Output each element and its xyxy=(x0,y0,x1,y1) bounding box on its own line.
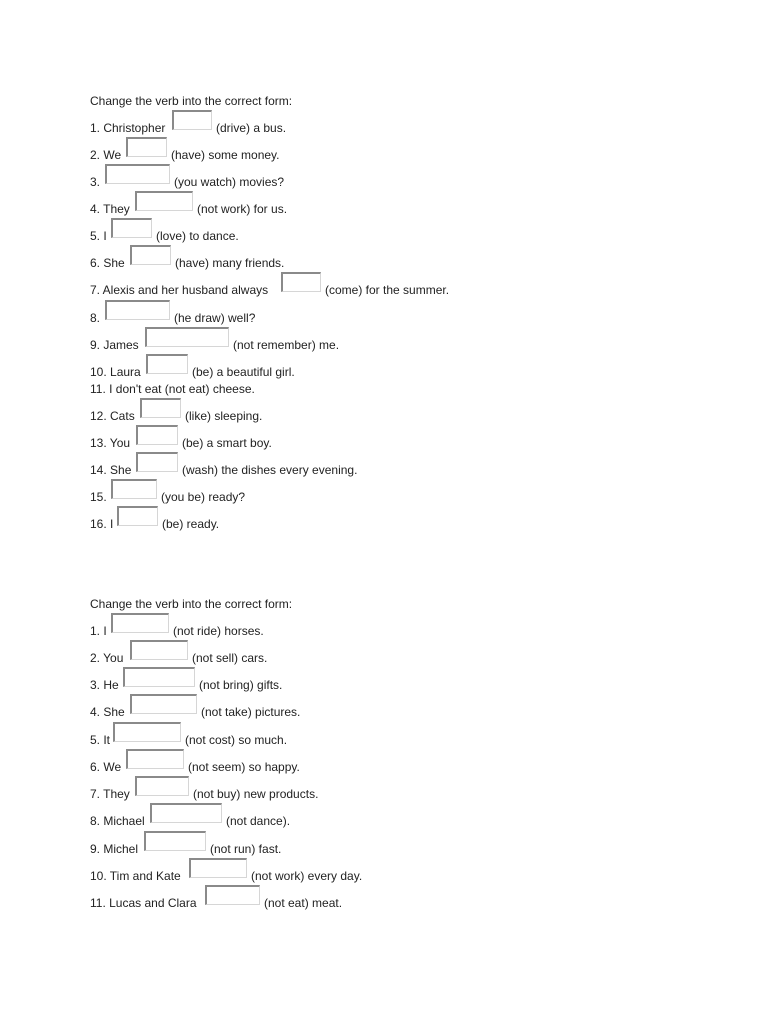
exercise-suffix: (come) for the summer. xyxy=(325,283,450,297)
exercise-prefix: 8. xyxy=(90,311,101,325)
answer-input-1-12[interactable] xyxy=(140,398,181,418)
answer-input-2-2[interactable] xyxy=(130,640,188,660)
exercise-suffix: (drive) a bus. xyxy=(216,121,287,135)
exercise-suffix: (he draw) well? xyxy=(174,311,256,325)
exercise-suffix: (not cost) so much. xyxy=(185,733,288,747)
exercise-prefix: 15. xyxy=(90,490,107,504)
exercise-prefix: 9. James xyxy=(90,338,139,352)
exercise-prefix: 1. Christopher xyxy=(90,121,166,135)
exercise-prefix: 3. xyxy=(90,175,101,189)
exercise-suffix: (like) sleeping. xyxy=(185,409,263,423)
answer-input-2-4[interactable] xyxy=(130,694,197,714)
exercise-suffix: (not ride) horses. xyxy=(173,624,264,638)
answer-input-1-16[interactable] xyxy=(117,506,158,526)
exercise-prefix: 2. We xyxy=(90,148,122,162)
exercise-suffix: (not remember) me. xyxy=(233,338,340,352)
answer-input-2-5[interactable] xyxy=(113,722,181,742)
answer-input-1-2[interactable] xyxy=(126,137,167,157)
exercise-suffix: (not work) for us. xyxy=(197,202,288,216)
answer-input-1-9[interactable] xyxy=(145,327,229,347)
answer-input-2-7[interactable] xyxy=(135,776,189,796)
answer-input-2-6[interactable] xyxy=(126,749,184,769)
answer-input-2-9[interactable] xyxy=(144,831,206,851)
exercise-prefix: 12. Cats xyxy=(90,409,135,423)
answer-input-1-10[interactable] xyxy=(146,354,188,374)
exercise-suffix: (not take) pictures. xyxy=(201,705,301,719)
answer-input-1-4[interactable] xyxy=(135,191,193,211)
exercise-suffix: (not dance). xyxy=(226,814,291,828)
exercise-prefix: 14. She xyxy=(90,463,132,477)
answer-input-1-8[interactable] xyxy=(105,300,170,320)
answer-input-2-11[interactable] xyxy=(205,885,260,905)
exercise-prefix: 9. Michel xyxy=(90,842,139,856)
example-sentence: 11. I don't eat (not eat) cheese. xyxy=(90,382,255,396)
exercise-suffix: (not sell) cars. xyxy=(192,651,268,665)
exercise-prefix: 7. Alexis and her husband always xyxy=(90,283,269,297)
section-2-heading: Change the verb into the correct form: xyxy=(90,597,293,611)
exercise-suffix: (not seem) so happy. xyxy=(188,760,300,774)
exercise-suffix: (be) a smart boy. xyxy=(182,436,272,450)
exercise-prefix: 4. She xyxy=(90,705,125,719)
exercise-prefix: 3. He xyxy=(90,678,119,692)
answer-input-2-3[interactable] xyxy=(123,667,195,687)
exercise-suffix: (love) to dance. xyxy=(156,229,239,243)
exercise-suffix: (be) a beautiful girl. xyxy=(192,365,295,379)
answer-input-1-5[interactable] xyxy=(111,218,152,238)
answer-input-2-10[interactable] xyxy=(189,858,247,878)
exercise-prefix: 13. You xyxy=(90,436,131,450)
exercise-suffix: (not bring) gifts. xyxy=(199,678,283,692)
exercise-prefix: 10. Laura xyxy=(90,365,141,379)
exercise-suffix: (not eat) meat. xyxy=(264,896,343,910)
exercise-suffix: (not run) fast. xyxy=(210,842,282,856)
exercise-suffix: (be) ready. xyxy=(162,517,220,531)
exercise-prefix: 16. I xyxy=(90,517,114,531)
exercise-prefix: 6. We xyxy=(90,760,122,774)
exercise-prefix: 4. They xyxy=(90,202,130,216)
exercise-prefix: 7. They xyxy=(90,787,130,801)
exercise-prefix: 2. You xyxy=(90,651,124,665)
exercise-suffix: (you watch) movies? xyxy=(174,175,285,189)
answer-input-1-1[interactable] xyxy=(172,110,212,130)
exercise-prefix: 11. Lucas and Clara xyxy=(90,896,197,910)
answer-input-1-7[interactable] xyxy=(281,272,321,292)
exercise-suffix: (you be) ready? xyxy=(161,490,246,504)
answer-input-1-14[interactable] xyxy=(136,452,178,472)
exercise-suffix: (have) some money. xyxy=(171,148,280,162)
exercise-prefix: 6. She xyxy=(90,256,125,270)
answer-input-1-13[interactable] xyxy=(136,425,178,445)
answer-input-2-1[interactable] xyxy=(111,613,169,633)
answer-input-1-3[interactable] xyxy=(105,164,170,184)
answer-input-2-8[interactable] xyxy=(150,803,222,823)
exercise-prefix: 5. It xyxy=(90,733,111,747)
section-1-heading: Change the verb into the correct form: xyxy=(90,94,293,108)
exercise-suffix: (have) many friends. xyxy=(175,256,285,270)
exercise-prefix: 8. Michael xyxy=(90,814,145,828)
exercise-prefix: 1. I xyxy=(90,624,107,638)
exercise-suffix: (wash) the dishes every evening. xyxy=(182,463,358,477)
exercise-suffix: (not buy) new products. xyxy=(193,787,319,801)
exercise-suffix: (not work) every day. xyxy=(251,869,363,883)
answer-input-1-15[interactable] xyxy=(111,479,157,499)
answer-input-1-6[interactable] xyxy=(130,245,171,265)
exercise-prefix: 5. I xyxy=(90,229,107,243)
exercise-prefix: 10. Tim and Kate xyxy=(90,869,181,883)
